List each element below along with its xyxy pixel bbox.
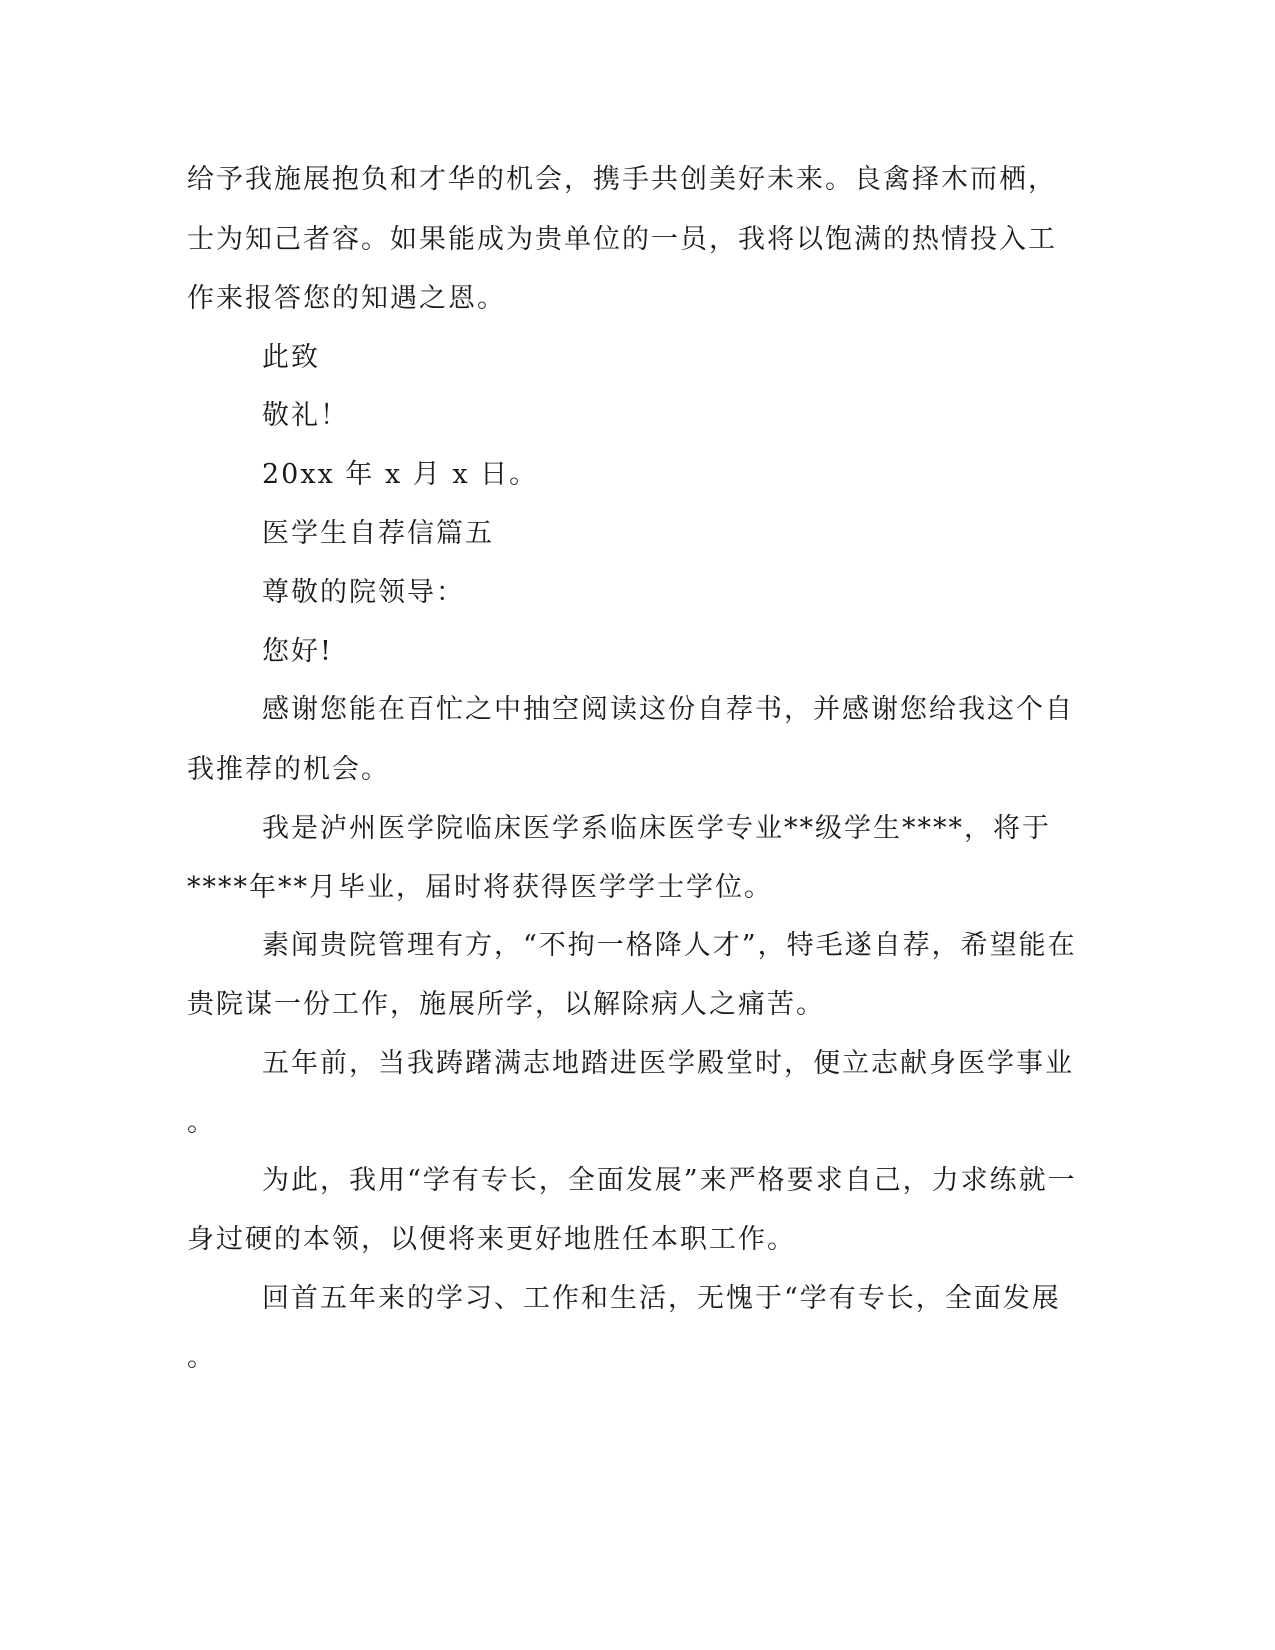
letter-greeting: 您好! [262,636,333,667]
paragraph-4-line-2: 。 [187,1107,216,1138]
paragraph-1-line-1: 感谢您能在百忙之中抽空阅读这份自荐书，并感谢您给我这个自 [262,694,1074,725]
letter-recipient: 尊敬的院领导： [262,577,465,608]
text-line-3: 作来报答您的知遇之恩。 [187,283,506,314]
salutation-closing: 此致 [262,342,320,373]
text-line-2: 士为知己者容。如果能成为贵单位的一员，我将以饱满的热情投入工 [187,224,1057,255]
text-line-1: 给予我施展抱负和才华的机会，携手共创美好未来。良禽择木而栖， [187,164,1057,195]
paragraph-3-line-2: 贵院谋一份工作，施展所学，以解除病人之痛苦。 [187,989,825,1020]
paragraph-5-line-1: 为此，我用“学有专长，全面发展”来严格要求自己，力求练就一 [262,1165,1077,1196]
salutation-regards: 敬礼！ [262,400,349,431]
paragraph-6-line-1: 回首五年来的学习、工作和生活，无愧于“学有专长，全面发展 [262,1283,1061,1314]
paragraph-1-line-2: 我推荐的机会。 [187,754,390,785]
paragraph-6-line-2: 。 [187,1342,216,1373]
paragraph-4-line-1: 五年前，当我踌躇满志地踏进医学殿堂时，便立志献身医学事业 [262,1048,1074,1079]
letter-date: 20xx 年 x 月 x 日。 [262,459,539,490]
section-heading: 医学生自荐信篇五 [262,518,494,549]
paragraph-5-line-2: 身过硬的本领，以便将来更好地胜任本职工作。 [187,1224,796,1255]
paragraph-3-line-1: 素闻贵院管理有方，“不拘一格降人才”，特毛遂自荐，希望能在 [262,930,1077,961]
paragraph-2-line-1: 我是泸州医学院临床医学系临床医学专业**级学生****，将于 [262,813,1051,844]
paragraph-2-line-2: ****年**月毕业，届时将获得医学学士学位。 [187,872,773,903]
